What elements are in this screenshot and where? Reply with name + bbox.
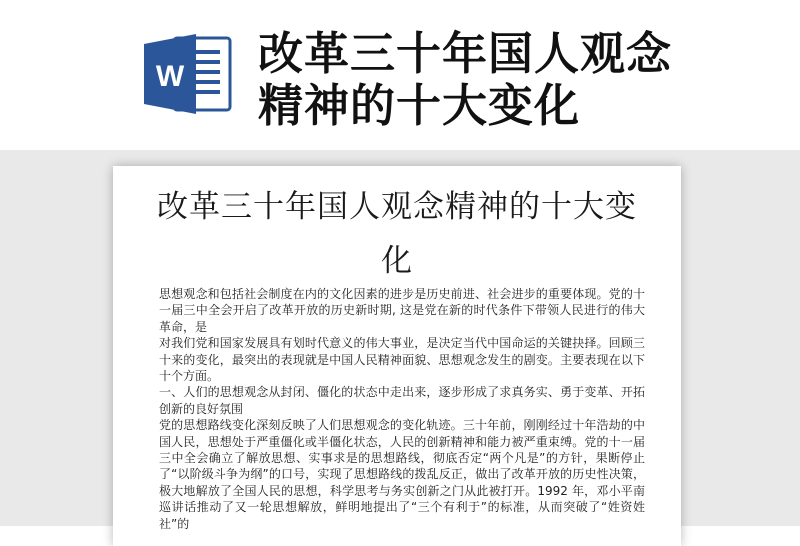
word-document-icon <box>140 32 234 116</box>
document-body <box>159 286 645 532</box>
paragraph-4: 党的思想路线变化深刻反映了人们思想观念的变化轨迹。三十年前，刚刚经过十年浩劫的中国人民，思想处于严重僵化或半僵化状态，人民的创新精神和能力被严重束缚。党的十一届三中全会确立了解放思想、实事求是的思想路线，彻底否定“两个凡是”的方针，果断停止了“以阶级斗争为纲”的口号，实现了思想路线的拨乱反正，做出了改革开放的历史性决策，极大地解放了全国人民的思想，科学思考与务实创新之门从此被打开。1992 年，邓小平南巡讲话推动了又一轮思想解放，鲜明地提出了“三个有利于”的标准，从而突破了“姓资姓社”的 <box>159 418 645 531</box>
header-banner <box>0 0 800 150</box>
word-icon-letter: W <box>155 60 185 93</box>
paragraph-2: 对我们党和国家发展具有划时代意义的伟大事业，是决定当代中国命运的关键抉择。回顾三十来的变化，最突出的表现就是中国人民精神面貌、思想观念发生的剧变。主要表现在以下十个方面。 <box>159 336 645 384</box>
header-title: 改革三十年国人观念精神的十大变化 <box>258 27 673 132</box>
paragraph-3-heading: 一、人们的思想观念从封闭、僵化的状态中走出来，逐步形成了求真务实、勇于变革、开拓创新的良好氛围 <box>159 385 645 416</box>
document-page <box>113 166 681 546</box>
document-title: 改革三十年国人观念精神的十大变化 <box>157 189 637 279</box>
paragraph-1: 思想观念和包括社会制度在内的文化因素的进步是历史前进、社会进步的重要体现。党的十一届三中全会开启了改革开放的历史新时期, 这是党在新的时代条件下带领人民进行的伟大革命，是 <box>159 287 645 334</box>
